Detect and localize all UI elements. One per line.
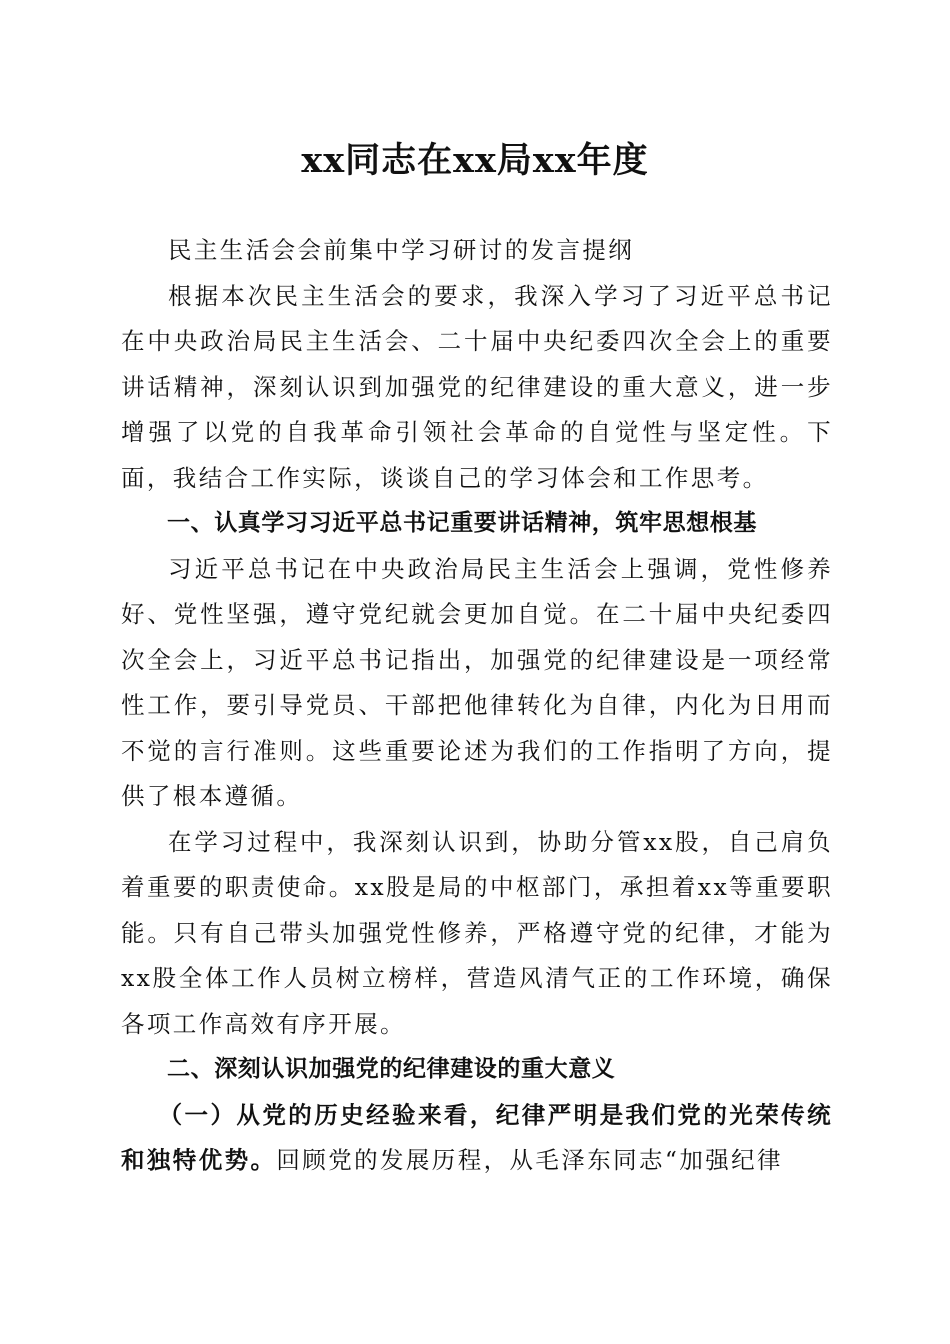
intro-paragraph: 根据本次民主生活会的要求，我深入学习了习近平总书记在中央政治局民主生活会、二十届中央纪委四次全会上的重要讲话精神，深刻认识到加强党的纪律建设的重大意义，进一步增强了以党的自我革命引领社会革命的自觉性与坚定性。下面，我结合工作实际，谈谈自己的学习体会和工作思考。 [121,281,833,492]
document-subtitle: 民主生活会会前集中学习研讨的发言提纲 [168,236,635,264]
section-1-paragraph-1: 习近平总书记在中央政治局民主生活会上强调，党性修养好、党性坚强，遵守党纪就会更加自觉。在二十届中央纪委四次全会上，习近平总书记指出，加强党的纪律建设是一项经常性工作，要引导党员、干部把他律转化为自律，内化为日用而不觉的言行准则。这些重要论述为我们的工作指明了方向，提供了根本遵循。 [121,554,833,810]
section-2-item-1-text: 回顾党的发展历程，从毛泽东同志“加强纪律 [276,1146,783,1174]
document-title: xx同志在xx局xx年度 [301,140,649,181]
section-2-heading: 二、深刻认识加强党的纪律建设的重大意义 [167,1056,616,1082]
section-1-paragraph-2: 在学习过程中，我深刻认识到，协助分管xx股，自己肩负着重要的职责使命。xx股是局的中枢部门，承担着xx等重要职能。只有自己带头加强党性修养，严格遵守党的纪律，才能为xx股全体工作人员树立榜样，营造风清气正的工作环境，确保各项工作高效有序开展。 [121,827,833,1038]
section-1-heading: 一、认真学习习近平总书记重要讲话精神，筑牢思想根基 [167,510,757,536]
section-2-item-1-lead: （一）从党的历史经验来看，纪律严明是我们党的光荣传统和独特优势。 [121,1100,833,1174]
section-2-item-1 [121,1093,833,1184]
document-body [121,228,833,1184]
